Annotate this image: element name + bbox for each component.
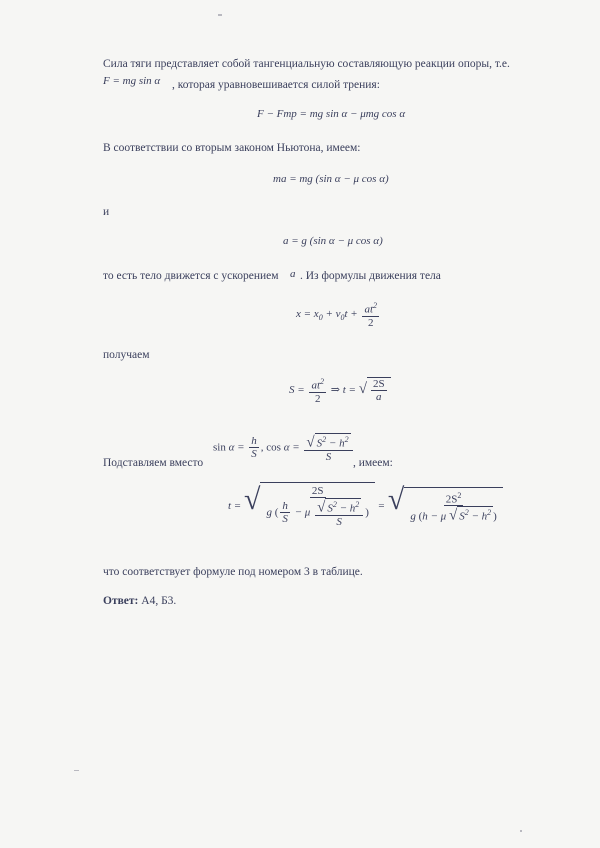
formula-newton-second-law: ma = mg (sin α − μ cos α) (273, 173, 389, 185)
formula-final-time: t = √ 2S g ( $\frac{h}{S}$ − μ $\frac{√ S^2 - h^2}{S}$ ) = √ $\frac{2S^2}{g (h - \mu √ S^2 - h^2 )}$ (228, 482, 503, 528)
answer-line (103, 594, 176, 608)
paragraph-7-text: что соответствует формуле под номером 3 в таблице. (103, 566, 363, 578)
formula-force-balance: F − Fтр = mg sin α − μmg cos α (257, 108, 406, 120)
scan-speck (74, 770, 79, 771)
formula-sin-cos-substitution: sin α = $\frac{h}{S}$ , cos α = $\frac{√ S^2 - h^2}{S}$ (213, 433, 355, 463)
paragraph-1-continuation: , которая уравновешивается силой трения: (172, 79, 380, 91)
answer-value: А4, Б3. (141, 595, 177, 607)
answer-label: Ответ: (103, 595, 139, 607)
paragraph-2-text: В соответствии со вторым законом Ньютона, имеем: (103, 142, 361, 154)
formula-motion: $x = x_0 + v_0t$ + $\frac{at^2}{2}$ (296, 301, 378, 329)
formula-f-mg-sin: F = mg sin α (103, 75, 161, 87)
paragraph-4-text: то есть тело движется с ускорением (103, 270, 279, 282)
paragraph-5-text: получаем (103, 349, 150, 361)
paragraph-6-continuation: , имеем: (353, 457, 393, 469)
scan-speck (520, 830, 522, 832)
paragraph-6-text: Подставляем вместо (103, 457, 204, 469)
conjunction-and: и (103, 206, 110, 218)
paragraph-4-continuation: . Из формулы движения тела (300, 270, 441, 282)
formula-acceleration: a = g (sin α − μ cos α) (283, 235, 383, 247)
formula-time-from-distance: S = $\frac{at^2}{2}$ ⇒ t = √ $\frac{2S}{a}$ (289, 376, 391, 405)
paragraph-1-text: Сила тяги представляет собой тангенциальную составляющую реакции опоры, т.е. (103, 58, 510, 70)
scan-speck (218, 14, 222, 16)
symbol-a: a (290, 268, 296, 280)
